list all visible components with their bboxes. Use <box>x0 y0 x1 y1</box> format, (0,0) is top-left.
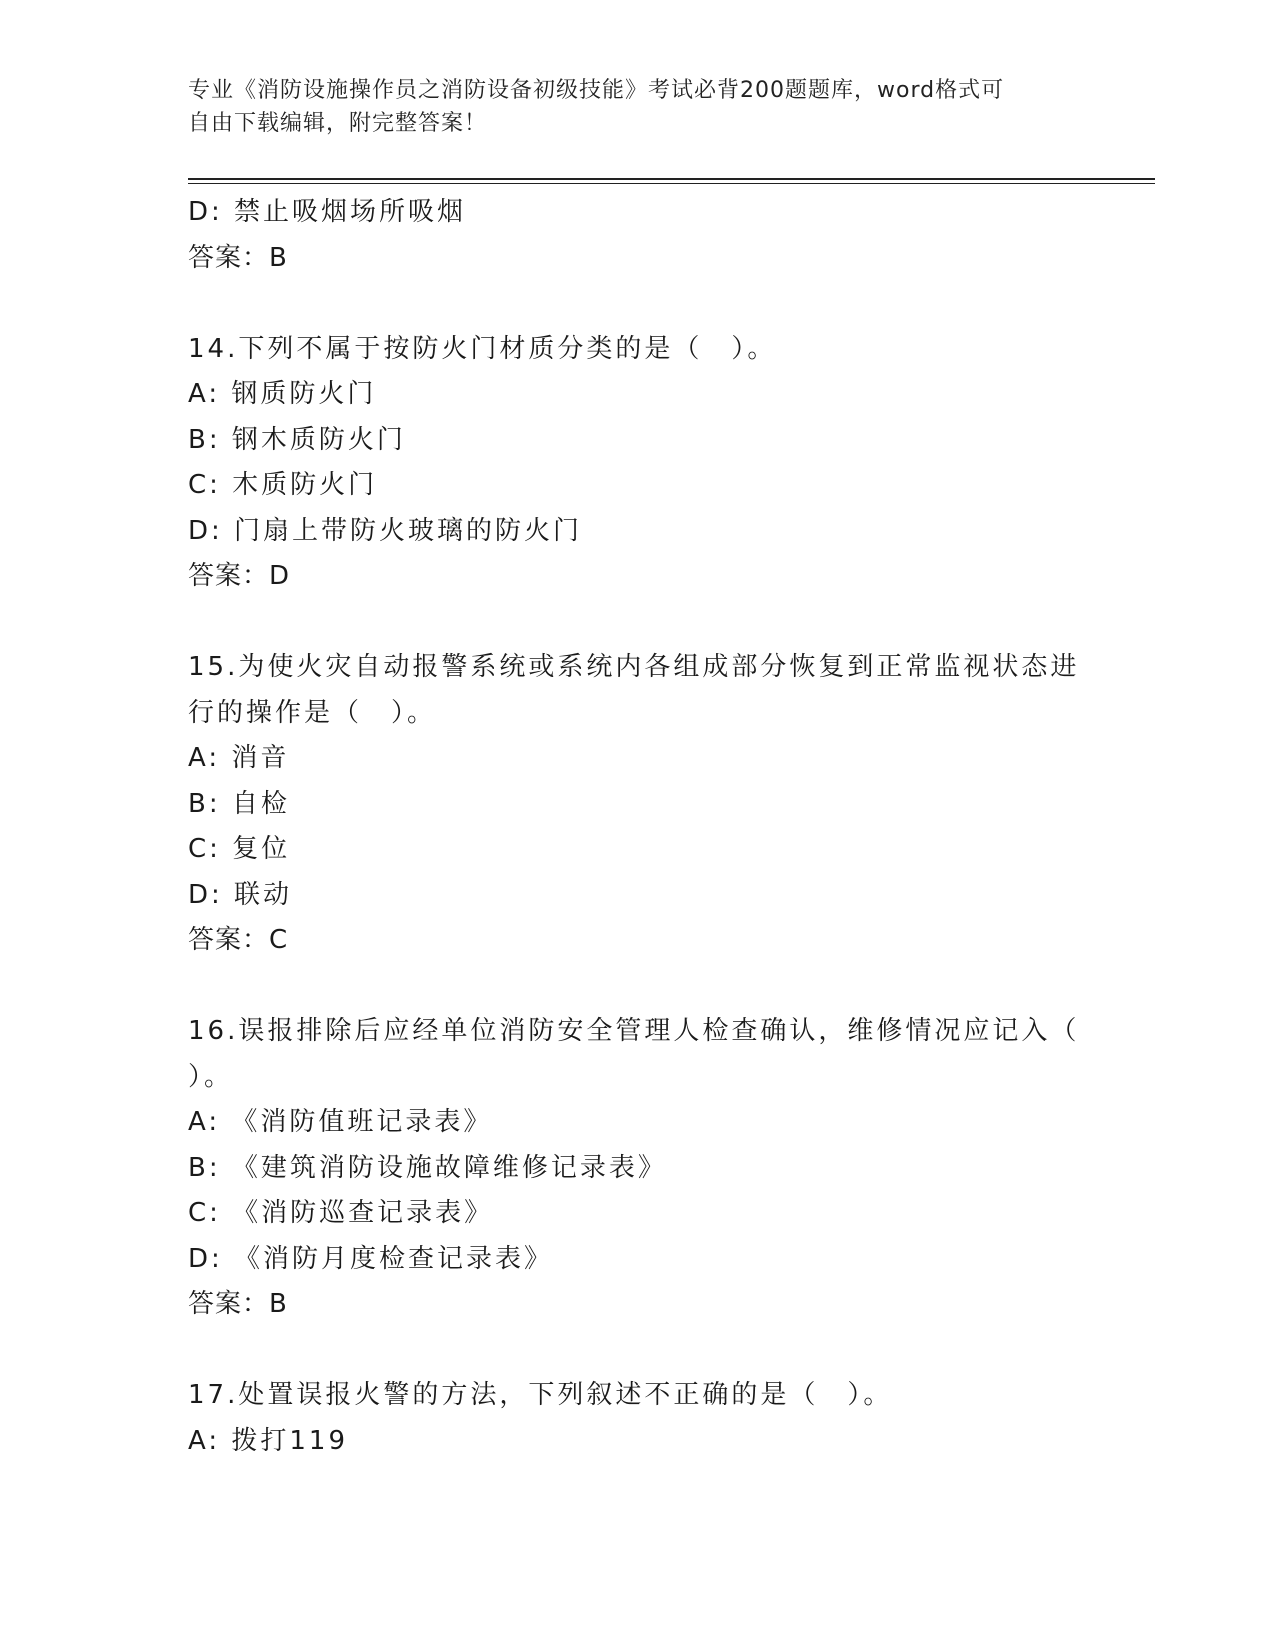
question-stem-line-2: 行的操作是（ ）。 <box>188 697 437 728</box>
question-15 <box>188 645 1088 964</box>
answer-line: 答案：C <box>188 925 289 955</box>
option-c: C: 木质防火门 <box>188 470 378 500</box>
option-a: A: 消音 <box>188 743 290 773</box>
header-line-2: 自由下载编辑，附完整答案！ <box>188 111 488 136</box>
answer-line: 答案：D <box>188 561 291 591</box>
question-17 <box>188 1373 1088 1464</box>
spacer <box>188 281 1088 327</box>
option-b: B: 钢木质防火门 <box>188 424 406 455</box>
header-rule-thick <box>188 178 1155 180</box>
option-b: B: 《建筑消防设施故障维修记录表》 <box>188 1152 667 1183</box>
option-a: A: 拨打119 <box>188 1425 348 1456</box>
question-list <box>188 190 1088 1464</box>
option-d: D: 禁止吸烟场所吸烟 <box>188 197 467 227</box>
spacer <box>188 964 1088 1010</box>
question-stem: 17.处置误报火警的方法，下列叙述不正确的是（ ）。 <box>188 1380 893 1410</box>
question-stem-line-2: ）。 <box>188 1061 234 1092</box>
header-rule-thin <box>188 183 1155 184</box>
spacer <box>188 600 1088 646</box>
answer-line: 答案：B <box>188 242 288 273</box>
option-c: C: 《消防巡查记录表》 <box>188 1198 494 1228</box>
option-a: A: 《消防值班记录表》 <box>188 1107 493 1137</box>
option-d: D: 联动 <box>188 879 293 910</box>
question-14 <box>188 327 1088 600</box>
question-stem: 14.下列不属于按防火门材质分类的是（ ）。 <box>188 333 777 364</box>
option-d: D: 门扇上带防火玻璃的防火门 <box>188 515 583 546</box>
option-d: D: 《消防月度检查记录表》 <box>188 1243 554 1274</box>
spacer <box>188 1328 1088 1374</box>
question-stem-line-1: 16.误报排除后应经单位消防安全管理人检查确认，维修情况应记入（ <box>188 1016 1080 1046</box>
question-16 <box>188 1009 1088 1328</box>
document-header <box>188 74 1068 140</box>
answer-line: 答案：B <box>188 1289 288 1319</box>
option-a: A: 钢质防火门 <box>188 379 377 409</box>
option-c: C: 复位 <box>188 834 291 864</box>
header-line-1: 专业《消防设施操作员之消防设备初级技能》考试必背200题题库，word格式可 <box>188 78 1005 103</box>
option-b: B: 自检 <box>188 788 290 819</box>
question-stem-line-1: 15.为使火灾自动报警系统或系统内各组成部分恢复到正常监视状态进 <box>188 652 1080 682</box>
